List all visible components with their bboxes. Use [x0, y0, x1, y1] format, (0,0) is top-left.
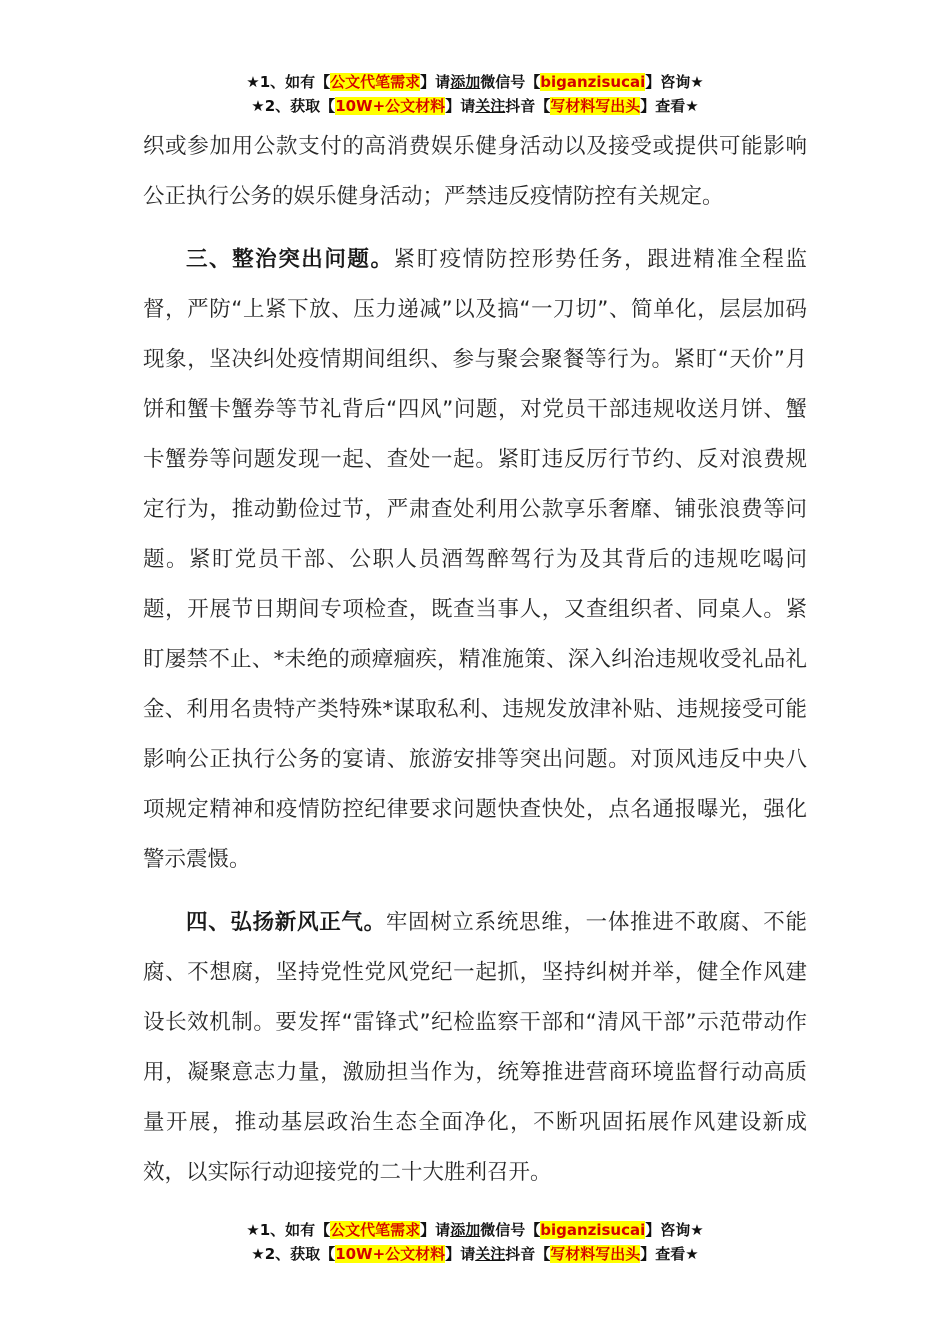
section-heading: 四、弘扬新风正气。: [186, 910, 386, 935]
promo-text: 微信号【: [480, 73, 541, 91]
promo-text: 抖音【: [505, 97, 551, 115]
promo-text: ★1、如有【: [246, 73, 331, 91]
promo-text: 】请: [420, 73, 451, 91]
section-body: 牢固树立系统思维，一体推进不敢腐、不能腐、不想腐，坚持党性党风党纪一起抓，坚持纠树并举，健全作风建设长效机制。要发挥“雷锋式”纪检监察干部和“清风干部”示范带动作用，凝聚意志力量，激励担当作为，统筹推进营商环境监督行动高质量开展，推动基层政治生态全面净化，不断巩固拓展作风建设新成效，以实际行动迎接党的二十大胜利召开。: [143, 910, 807, 1185]
promo-highlight: 公文代笔需求: [330, 73, 421, 91]
promo-text: 抖音【: [505, 1245, 551, 1263]
paragraph-section-4: [143, 898, 807, 1198]
promo-text: 】查看★: [640, 97, 699, 115]
promo-underline: 添加: [450, 1221, 481, 1239]
promo-highlight: 写材料写出头: [550, 97, 641, 115]
section-body: 紧盯疫情防控形势任务，跟进精准全程监督，严防“上紧下放、压力递减”以及搞“一刀切”、简单化，层层加码现象，坚决纠处疫情期间组织、参与聚会聚餐等行为。紧盯“天价”月饼和蟹卡蟹券等节礼背后“四风”问题，对党员干部违规收送月饼、蟹卡蟹券等问题发现一起、查处一起。紧盯违反厉行节约、反对浪费规定行为，推动勤俭过节，严肃查处利用公款享乐奢靡、铺张浪费等问题。紧盯党员干部、公职人员酒驾醉驾行为及其背后的违规吃喝问题，开展节日期间专项检查，既查当事人，又查组织者、同桌人。紧盯屡禁不止、*未绝的顽瘴痼疾，精准施策、深入纠治违规收受礼品礼金、利用名贵特产类特殊*谋取私利、违规发放津补贴、违规接受可能影响公正执行公务的宴请、旅游安排等突出问题。对顶风违反中央八项规定精神和疫情防控纪律要求问题快查快处，点名通报曝光，强化警示震慑。: [143, 247, 807, 872]
promo-underline: 关注: [475, 97, 506, 115]
promo-text: 】请: [445, 1245, 476, 1263]
promo-highlight: 公文代笔需求: [330, 1221, 421, 1239]
promo-text: 】咨询★: [645, 1221, 704, 1239]
promo-text: 】咨询★: [645, 73, 704, 91]
promo-text: 】请: [445, 97, 476, 115]
promo-text: ★1、如有【: [246, 1221, 331, 1239]
promo-highlight: 10W+公文材料: [335, 97, 446, 115]
promo-text: ★2、获取【: [251, 97, 336, 115]
promo-text: 】请: [420, 1221, 451, 1239]
promo-text: 】查看★: [640, 1245, 699, 1263]
promo-line-2: [0, 94, 950, 118]
promo-text: 微信号【: [480, 1221, 541, 1239]
promo-highlight: 写材料写出头: [550, 1245, 641, 1263]
promo-highlight: biganzisucai: [540, 1221, 646, 1239]
paragraph-section-3: [143, 235, 807, 885]
section-heading: 三、整治突出问题。: [186, 247, 394, 272]
promo-banner-bottom: [0, 1218, 950, 1266]
promo-underline: 关注: [475, 1245, 506, 1263]
promo-underline: 添加: [450, 73, 481, 91]
promo-line-1: [0, 70, 950, 94]
document-body: [143, 122, 807, 1198]
promo-highlight: 10W+公文材料: [335, 1245, 446, 1263]
promo-line-2: [0, 1242, 950, 1266]
promo-highlight: biganzisucai: [540, 73, 646, 91]
promo-banner-top: [0, 70, 950, 118]
promo-line-1: [0, 1218, 950, 1242]
promo-text: ★2、获取【: [251, 1245, 336, 1263]
paragraph-continuation: 织或参加用公款支付的高消费娱乐健身活动以及接受或提供可能影响公正执行公务的娱乐健身活动；严禁违反疫情防控有关规定。: [143, 134, 807, 209]
